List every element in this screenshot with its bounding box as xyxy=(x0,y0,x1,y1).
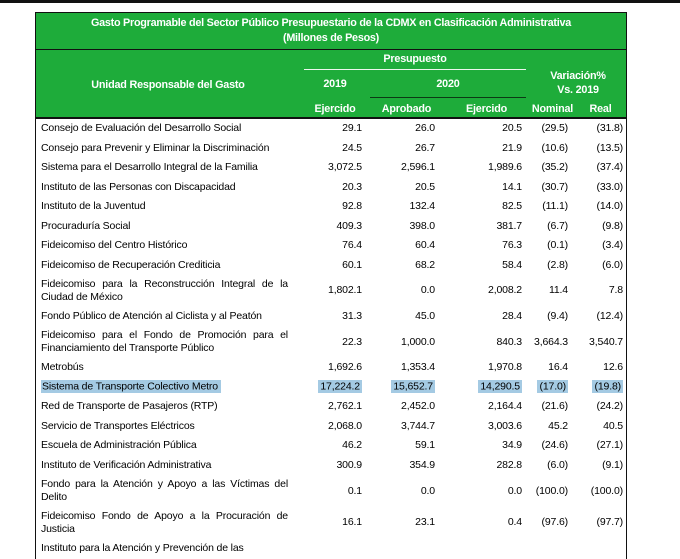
value-2019-ejercido: 1,802.1 xyxy=(328,284,362,297)
value-variacion-real: (12.4) xyxy=(596,310,623,323)
value-variacion-nominal: (97.6) xyxy=(541,516,568,529)
column-group-variacion xyxy=(530,53,626,98)
variacion-label-line1: Variación% xyxy=(550,70,606,83)
row-name-label: Sistema para el Desarrollo Integral de la Familia xyxy=(41,161,258,174)
value-2019-ejercido: 24.5 xyxy=(342,141,362,154)
value-variacion-nominal: (24.6) xyxy=(541,439,568,452)
row-name-label: Instituto de las Personas con Discapacidad xyxy=(41,180,236,193)
value-variacion-nominal: (2.8) xyxy=(547,258,568,271)
value-2020-aprobado: 59.1 xyxy=(415,439,435,452)
value-2020-ejercido: 0.0 xyxy=(507,484,522,497)
column-group-presupuesto: Presupuesto xyxy=(304,53,526,70)
row-name-label: Fideicomiso para la Reconstrucción Integral de la Ciudad de México xyxy=(41,277,288,304)
column-group-2020: 2020 xyxy=(370,70,526,98)
value-2020-ejercido: 1,989.6 xyxy=(488,161,522,174)
value-variacion-real: (37.4) xyxy=(596,161,623,174)
value-variacion-nominal: (30.7) xyxy=(541,180,568,193)
value-variacion-real: 3,540.7 xyxy=(589,335,623,348)
value-variacion-nominal: (0.1) xyxy=(547,239,568,252)
value-variacion-nominal: (9.4) xyxy=(547,310,568,323)
table-row xyxy=(36,436,626,456)
value-2020-aprobado: 132.4 xyxy=(409,200,435,213)
row-name-label: Fideicomiso Fondo de Apoyo a la Procuración de Justicia xyxy=(41,509,288,536)
value-2020-aprobado: 23.1 xyxy=(415,516,435,529)
table-title-line1: Gasto Programable del Sector Público Presupuestario de la CDMX en Clasificación Administrativa xyxy=(90,17,572,29)
value-2020-ejercido: 14,290.5 xyxy=(480,380,520,393)
row-name-label: Fideicomiso de Recuperación Crediticia xyxy=(41,258,221,271)
column-header-ejercido-2020: Ejercido xyxy=(465,103,507,116)
value-variacion-real: (9.8) xyxy=(602,219,623,232)
value-2020-aprobado: 398.0 xyxy=(409,219,435,232)
column-header-ejercido-2019: Ejercido xyxy=(314,103,356,116)
value-2020-ejercido: 381.7 xyxy=(496,219,522,232)
table-row xyxy=(36,217,626,237)
budget-table xyxy=(35,12,627,559)
value-variacion-nominal: (29.5) xyxy=(541,122,568,135)
table-row xyxy=(36,397,626,417)
value-variacion-real: (9.1) xyxy=(602,458,623,471)
value-variacion-real: (13.5) xyxy=(596,141,623,154)
row-name-label: Instituto de la Juventud xyxy=(41,200,146,213)
value-2020-ejercido: 28.4 xyxy=(502,310,522,323)
value-2019-ejercido: 46.2 xyxy=(342,439,362,452)
value-variacion-nominal: 11.4 xyxy=(548,284,568,297)
value-2020-aprobado: 2,452.0 xyxy=(401,400,435,413)
value-2019-ejercido: 92.8 xyxy=(342,200,362,213)
value-variacion-nominal: 16.4 xyxy=(548,361,568,374)
value-2019-ejercido: 409.3 xyxy=(336,219,362,232)
table-body xyxy=(36,119,626,559)
value-2020-aprobado: 1,000.0 xyxy=(401,335,435,348)
row-name-label: Sistema de Transporte Colectivo Metro xyxy=(41,380,221,393)
value-2019-ejercido: 76.4 xyxy=(342,239,362,252)
row-name-label: Procuraduría Social xyxy=(41,219,131,232)
value-2020-aprobado: 15,652.7 xyxy=(393,380,433,393)
value-variacion-real: (100.0) xyxy=(590,484,623,497)
table-row xyxy=(36,378,626,398)
value-variacion-real: (33.0) xyxy=(596,180,623,193)
value-variacion-nominal: (6.0) xyxy=(547,458,568,471)
value-2020-ejercido: 0.4 xyxy=(507,516,522,529)
row-name-label: Instituto para la Atención y Prevención de las xyxy=(41,542,244,555)
value-variacion-real: 7.8 xyxy=(608,284,623,297)
value-2020-ejercido: 1,970.8 xyxy=(488,361,522,374)
table-row xyxy=(36,139,626,159)
value-2020-aprobado: 354.9 xyxy=(409,458,435,471)
value-2020-ejercido: 34.9 xyxy=(502,439,522,452)
value-2020-ejercido: 2,008.2 xyxy=(488,284,522,297)
value-2019-ejercido: 0.1 xyxy=(347,484,362,497)
value-variacion-nominal: (11.1) xyxy=(542,200,568,213)
table-title-line2: (Millones de Pesos) xyxy=(282,31,380,44)
value-variacion-real: (14.0) xyxy=(596,200,623,213)
row-name-label: Fideicomiso del Centro Histórico xyxy=(41,239,188,252)
value-2020-aprobado: 45.0 xyxy=(415,310,435,323)
table-row xyxy=(36,475,626,507)
row-name-label: Fondo para la Atención y Apoyo a las Víctimas del Delito xyxy=(41,477,288,504)
value-2020-aprobado: 26.0 xyxy=(415,122,435,135)
column-header-nominal: Nominal xyxy=(531,103,574,116)
table-row xyxy=(36,256,626,276)
value-2020-aprobado: 0.0 xyxy=(420,284,435,297)
value-2020-aprobado: 3,744.7 xyxy=(401,419,435,432)
value-2020-ejercido: 840.3 xyxy=(496,335,522,348)
row-name-label: Fideicomiso para el Fondo de Promoción para el Financiamiento del Transporte Público xyxy=(41,329,288,355)
value-variacion-real: 12.6 xyxy=(603,361,623,374)
table-row xyxy=(36,507,626,539)
value-variacion-nominal: 3,664.3 xyxy=(534,335,568,348)
column-header-aprobado-2020: Aprobado xyxy=(381,103,432,116)
value-2019-ejercido: 2,068.0 xyxy=(328,419,362,432)
value-2019-ejercido: 31.3 xyxy=(342,310,362,323)
value-2019-ejercido: 60.1 xyxy=(342,258,362,271)
value-2019-ejercido: 29.1 xyxy=(342,122,362,135)
column-group-2019: 2019 xyxy=(323,78,347,91)
value-2020-ejercido: 58.4 xyxy=(502,258,522,271)
row-name-label: Metrobús xyxy=(41,361,84,374)
value-2020-aprobado: 68.2 xyxy=(415,258,435,271)
value-variacion-real: (6.0) xyxy=(602,258,623,271)
column-header-unidad: Unidad Responsable del Gasto xyxy=(91,79,245,92)
row-name-label: Consejo de Evaluación del Desarrollo Social xyxy=(41,122,242,135)
value-2020-ejercido: 2,164.4 xyxy=(488,400,522,413)
value-2020-aprobado: 20.5 xyxy=(415,180,435,193)
value-2019-ejercido: 300.9 xyxy=(336,458,362,471)
value-2020-ejercido: 282.8 xyxy=(496,458,522,471)
row-name-label: Consejo para Prevenir y Eliminar la Discriminación xyxy=(41,141,270,154)
value-variacion-real: (24.2) xyxy=(596,400,623,413)
value-variacion-nominal: (17.0) xyxy=(539,380,566,393)
table-row xyxy=(36,307,626,327)
row-name-label: Fondo Público de Atención al Ciclista y al Peatón xyxy=(41,310,262,323)
value-variacion-nominal: (35.2) xyxy=(541,161,568,174)
column-header-real: Real xyxy=(589,103,612,116)
value-2019-ejercido: 1,692.6 xyxy=(328,361,362,374)
value-variacion-real: (31.8) xyxy=(596,122,623,135)
table-row xyxy=(36,158,626,178)
value-2020-aprobado: 60.4 xyxy=(415,239,435,252)
value-2019-ejercido: 3,072.5 xyxy=(328,161,362,174)
value-2019-ejercido: 16.1 xyxy=(342,516,362,529)
value-variacion-real: (19.8) xyxy=(594,380,621,393)
value-2019-ejercido: 22.3 xyxy=(342,335,362,348)
table-row xyxy=(36,456,626,476)
value-2020-ejercido: 82.5 xyxy=(502,200,522,213)
value-variacion-real: (97.7) xyxy=(596,516,623,529)
value-2019-ejercido: 20.3 xyxy=(342,180,362,193)
table-title xyxy=(36,12,626,50)
row-name-label: Servicio de Transportes Eléctricos xyxy=(41,419,195,432)
value-variacion-real: (27.1) xyxy=(596,439,623,452)
value-variacion-nominal: (6.7) xyxy=(547,219,568,232)
table-row xyxy=(36,539,626,559)
table-row xyxy=(36,119,626,139)
table-header xyxy=(36,50,626,119)
table-row xyxy=(36,358,626,378)
table-row xyxy=(36,236,626,256)
value-variacion-real: (3.4) xyxy=(602,239,623,252)
value-2020-aprobado: 1,353.4 xyxy=(401,361,435,374)
row-name-label: Instituto de Verificación Administrativa xyxy=(41,458,212,471)
value-variacion-nominal: (10.6) xyxy=(541,141,568,154)
value-2020-ejercido: 76.3 xyxy=(502,239,522,252)
table-row xyxy=(36,327,626,359)
table-row xyxy=(36,275,626,307)
value-2019-ejercido: 2,762.1 xyxy=(328,400,362,413)
value-2020-aprobado: 2,596.1 xyxy=(401,161,435,174)
value-2019-ejercido: 17,224.2 xyxy=(320,380,360,393)
value-variacion-nominal: 45.2 xyxy=(548,419,568,432)
top-border-bar xyxy=(0,0,680,3)
value-2020-ejercido: 14.1 xyxy=(502,180,522,193)
table-row xyxy=(36,417,626,437)
value-2020-aprobado: 0.0 xyxy=(420,484,435,497)
row-name-label: Red de Transporte de Pasajeros (RTP) xyxy=(41,400,218,413)
value-2020-aprobado: 26.7 xyxy=(415,141,435,154)
value-2020-ejercido: 21.9 xyxy=(502,141,522,154)
value-variacion-real: 40.5 xyxy=(603,419,623,432)
value-variacion-nominal: (21.6) xyxy=(541,400,568,413)
variacion-label-line2: Vs. 2019 xyxy=(557,83,599,96)
table-row xyxy=(36,178,626,198)
value-2020-ejercido: 20.5 xyxy=(502,122,522,135)
value-variacion-nominal: (100.0) xyxy=(535,484,568,497)
value-2020-ejercido: 3,003.6 xyxy=(488,419,522,432)
table-row xyxy=(36,197,626,217)
row-name-label: Escuela de Administración Pública xyxy=(41,439,197,452)
